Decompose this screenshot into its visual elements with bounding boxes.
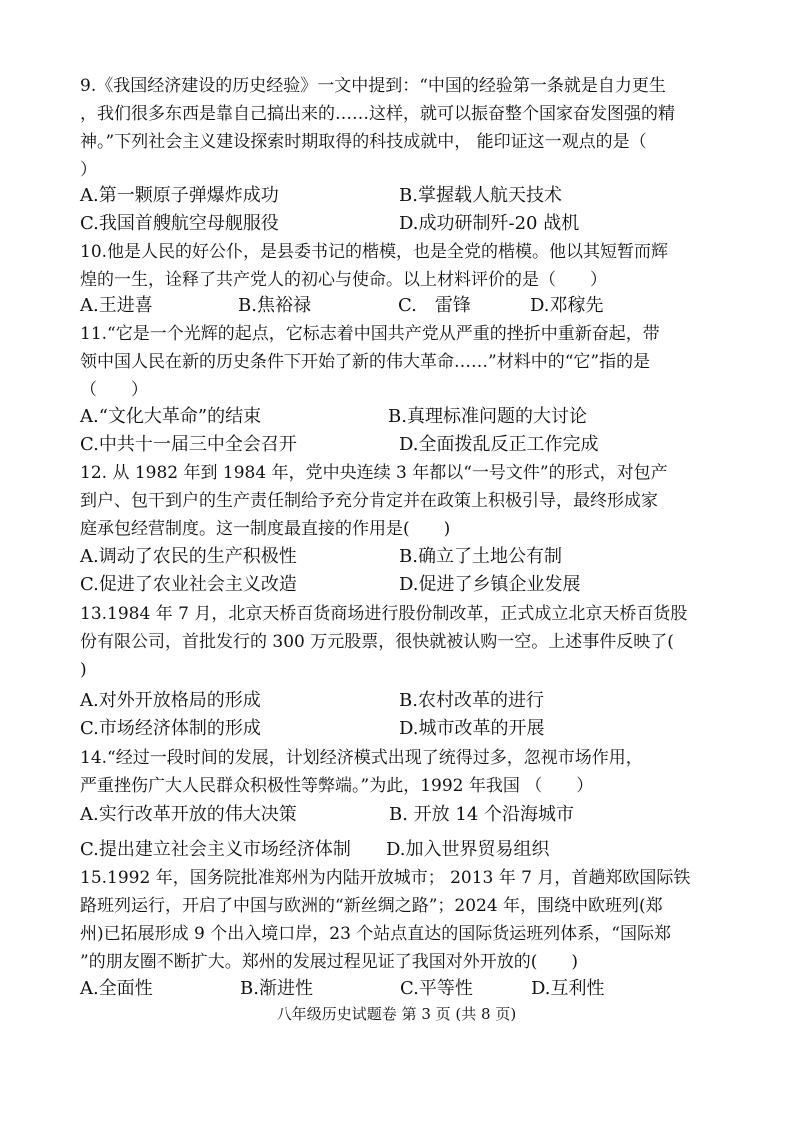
q11-stem-line3: （ ）: [80, 380, 148, 400]
q14-stem-line1: 14.“经过一段时间的发展，计划经济模式出现了统得过多，忽视市场作用，: [80, 748, 643, 768]
q13-option-b: B.农村改革的进行: [399, 690, 544, 711]
q13-option-a: A.对外开放格局的形成: [80, 690, 261, 711]
q15-stem-line3: 州)已拓展形成 9 个出入境口岸，23 个站点直达的国际货运班列体系，“国际郑: [80, 924, 671, 944]
q9-stem-line2: ，我们很多东西是靠自己搞出来的……这样，就可以振奋整个国家奋发图强的精: [80, 104, 675, 124]
q13-option-c: C.市场经济体制的形成: [80, 718, 261, 739]
q11-option-a: A.“文化大革命”的结束: [80, 406, 262, 427]
q15-stem-line2: 路班列运行，开启了中国与欧洲的“新丝绸之路”；2024 年，围绕中欧班列(郑: [80, 896, 663, 916]
q9-option-d: D.成功研制歼-20 战机: [399, 213, 580, 234]
q15-option-c: C.平等性: [400, 978, 473, 999]
q11-option-c: C.中共十一届三中全会召开: [80, 434, 297, 455]
q9-option-c: C.我国首艘航空母舰服役: [80, 213, 279, 234]
q9-option-b: B.掌握载人航天技术: [399, 185, 562, 206]
q14-option-a: A.实行改革开放的伟大决策: [80, 804, 297, 825]
q12-option-b: B.确立了土地公有制: [399, 546, 562, 567]
page-footer: 八年级历史试题卷 第 3 页 (共 8 页): [276, 1005, 517, 1023]
q11-option-d: D.全面拨乱反正工作完成: [399, 434, 599, 455]
q10-stem-line2: 煌的一生，诠释了共产党人的初心与使命。以上材料评价的是（ ）: [80, 270, 607, 290]
q13-stem-line1: 13.1984 年 7 月，北京天桥百货商场进行股份制改革，正式成立北京天桥百货股: [80, 604, 688, 624]
q14-stem-line2: 严重挫伤广大人民群众积极性等弊端。”为此，1992 年我国 （ ）: [80, 776, 594, 796]
q14-option-b: B. 开放 14 个沿海城市: [389, 804, 575, 825]
q12-option-c: C.促进了农业社会主义改造: [80, 574, 297, 595]
q15-stem-line4: ”的朋友圈不断扩大。郑州的发展过程见证了我国对外开放的( ): [80, 952, 578, 972]
q12-option-a: A.调动了农民的生产积极性: [80, 546, 297, 567]
q14-option-c: C.提出建立社会主义市场经济体制: [80, 839, 351, 860]
q10-option-c: C. 雷锋: [398, 295, 471, 316]
q10-option-b: B.焦裕禄: [238, 295, 311, 316]
q12-option-d: D.促进了乡镇企业发展: [399, 574, 581, 595]
q10-option-a: A.王进喜: [80, 295, 153, 316]
q15-stem-line1: 15.1992 年，国务院批准郑州为内陆开放城市； 2013 年 7 月，首趟郑欧国际铁: [80, 868, 691, 888]
q9-stem-line4: ）: [80, 160, 97, 180]
q13-stem-line2: 份有限公司，首批发行的 300 万元股票，很快就被认购一空。上述事件反映了(: [80, 632, 674, 652]
q10-option-d: D.邓稼先: [530, 295, 604, 316]
q12-stem-line3: 庭承包经营制度。这一制度最直接的作用是( ): [80, 519, 451, 539]
q14-option-d: D.加入世界贸易组织: [386, 839, 550, 860]
q9-option-a: A.第一颗原子弹爆炸成功: [80, 185, 279, 206]
q15-option-b: B.渐进性: [240, 978, 313, 999]
q15-option-a: A.全面性: [80, 978, 153, 999]
q11-option-b: B.真理标准问题的大讨论: [388, 406, 587, 427]
q12-stem-line2: 到户、包干到户的生产责任制给予充分肯定并在政策上积极引导，最终形成家: [80, 491, 658, 511]
q11-stem-line1: 11.“它是一个光辉的起点，它标志着中国共产党从严重的挫折中重新奋起，带: [80, 324, 660, 344]
q9-stem-line1: 9.《我国经济建设的历史经验》一文中提到：“中国的经验第一条就是自力更生: [80, 76, 666, 96]
q12-stem-line1: 12. 从 1982 年到 1984 年，党中央连续 3 年都以“一号文件”的形式，对包产: [80, 463, 668, 483]
q13-stem-line3: ): [80, 660, 87, 680]
q9-stem-line3: 神。”下列社会主义建设探索时期取得的科技成就中， 能印证这一观点的是（: [80, 132, 647, 152]
q11-stem-line2: 领中国人民在新的历史条件下开始了新的伟大革命……”材料中的“它”指的是: [80, 352, 651, 372]
q13-option-d: D.城市改革的开展: [399, 718, 545, 739]
q10-stem-line1: 10.他是人民的好公仆，是县委书记的楷模，也是全党的楷模。他以其短暂而辉: [80, 242, 669, 262]
q15-option-d: D.互利性: [531, 978, 605, 999]
